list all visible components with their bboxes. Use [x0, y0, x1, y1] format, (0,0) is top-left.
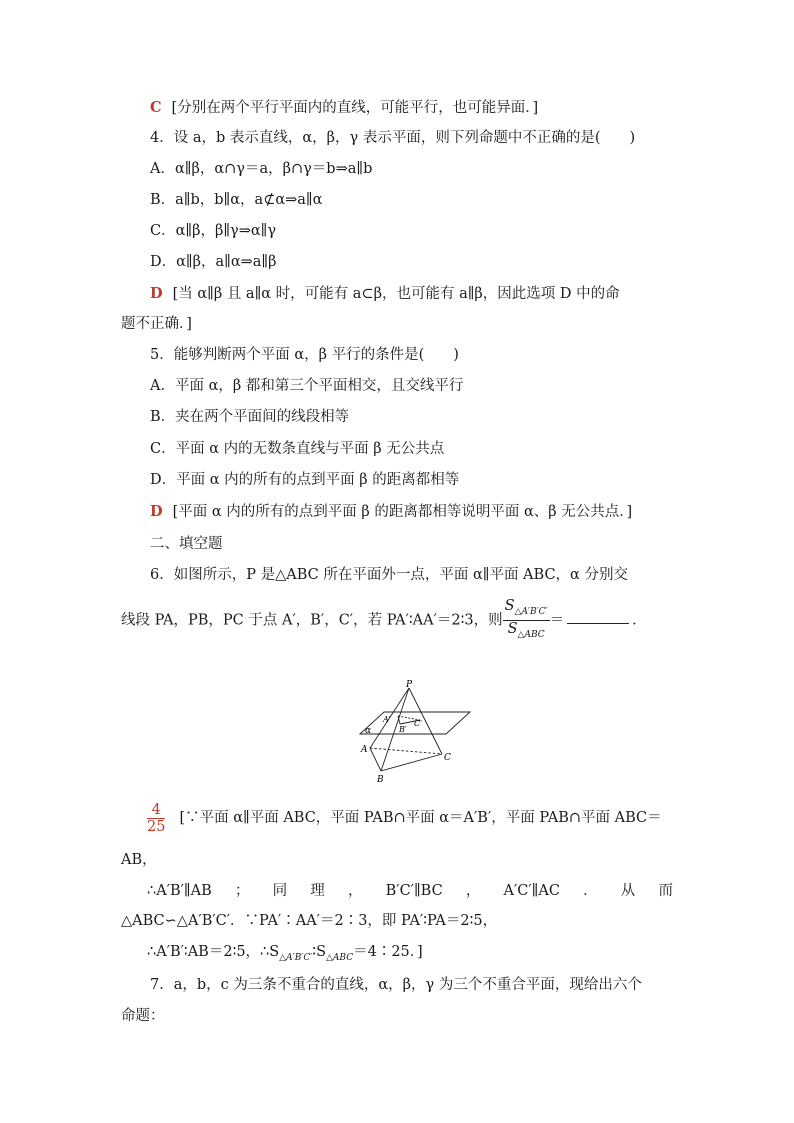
- answer-text: [分别在两个平行平面内的直线，可能平行，也可能异面．]: [171, 100, 539, 116]
- label-c: C: [444, 753, 451, 763]
- answer-4-cont: 题不正确．]: [121, 316, 192, 332]
- text-segment: ；: [234, 883, 250, 899]
- label-a1: A′: [383, 715, 391, 724]
- answer-tag: D: [150, 285, 163, 302]
- text-segment: ∶S: [312, 944, 327, 960]
- label-b1: B′: [399, 725, 407, 734]
- answer-6-similarity: △ABC∽△A′B′C′．∵PA′∶AA′＝2∶3，即 PA′∶PA＝2∶5，: [121, 913, 498, 929]
- text-segment: ，: [465, 883, 481, 899]
- text-segment: 从: [620, 883, 636, 899]
- answer-fraction: [147, 802, 165, 835]
- question-7-cont: 命题：: [121, 1008, 165, 1024]
- answer-tag: C: [150, 99, 162, 116]
- q4-option-d: D．α∥β，a∥α⇒a∥β: [150, 254, 277, 270]
- q5-option-c: C．平面 α 内的无数条直线与平面 β 无公共点: [150, 441, 445, 457]
- frac-num: S: [504, 598, 515, 614]
- edge-ab: [370, 748, 381, 771]
- text-segment: ∴A′B′∥AB: [147, 883, 212, 899]
- area-ratio-fraction: [503, 598, 550, 643]
- q6-text: 线段 PA，PB，PC 于点 A′，B′，C′，若 PA′∶AA′＝2∶3，则: [121, 612, 503, 629]
- section-heading: 二、填空题: [150, 536, 223, 552]
- q5-option-a: A．平面 α，β 都和第三个平面相交，且交线平行: [150, 378, 464, 394]
- edge-bc: [381, 754, 442, 771]
- pyramid-figure: [354, 678, 474, 788]
- q5-option-d: D．平面 α 内的所有的点到平面 β 的距离都相等: [150, 472, 460, 488]
- answer-4-line: [150, 284, 620, 304]
- answer-6-justified: [147, 881, 673, 901]
- label-alpha: α: [365, 726, 372, 736]
- answer-tag: D: [150, 503, 163, 520]
- text-segment: ．: [583, 883, 598, 899]
- question-6: 6．如图所示，P 是△ABC 所在平面外一点，平面 α∥平面 ABC，α 分别交: [150, 567, 628, 583]
- q4-option-a: A．α∥β，α∩γ＝a，β∩γ＝b⇒a∥b: [150, 161, 373, 177]
- text-segment: 理: [310, 883, 325, 899]
- answer-num: 4: [147, 802, 165, 819]
- period: ．: [632, 612, 647, 629]
- frac-num-sub: △A′B′C′: [514, 606, 548, 617]
- label-p: P: [406, 680, 413, 690]
- label-b: B: [377, 775, 384, 785]
- answer-5-line: [150, 502, 632, 522]
- answer-3-line: [150, 98, 538, 118]
- question-4: 4．设 a，b 表示直线，α，β，γ 表示平面，则下列命题中不正确的是( ): [150, 130, 636, 146]
- question-7: 7．a，b，c 为三条不重合的直线，α，β，γ 为三个不重合平面，现给出六个: [150, 977, 642, 993]
- answer-6-line: [147, 800, 662, 836]
- text-segment: B′C′∥BC: [385, 883, 443, 899]
- label-a: A: [361, 745, 368, 755]
- answer-text: [平面 α 内的所有的点到平面 β 的距离都相等说明平面 α、β 无公共点．]: [172, 504, 633, 520]
- text-segment: ＝4∶25．]: [353, 944, 423, 960]
- text-segment: ，: [347, 883, 363, 899]
- frac-den: S: [507, 620, 518, 637]
- text-segment: 同: [272, 883, 288, 899]
- equals: ＝: [549, 612, 565, 629]
- answer-text: [∵平面 α∥平面 ABC，平面 PAB∩平面 α＝A′B′，平面 PAB∩平面 ABC＝: [179, 810, 662, 826]
- question-5: 5．能够判断两个平面 α，β 平行的条件是( ): [150, 347, 459, 363]
- edge-ac: [370, 748, 442, 754]
- answer-6-conclusion: [147, 942, 423, 968]
- answer-6-cont: AB，: [121, 852, 157, 868]
- answer-text: [当 α∥β 且 a∥α 时，可能有 a⊂β，也可能有 a∥β，因此选项 D 中的命: [172, 286, 620, 302]
- answer-blank: [567, 609, 629, 624]
- question-6-cont: [121, 598, 647, 643]
- text-segment: 而: [658, 883, 673, 899]
- answer-den: 25: [147, 818, 166, 835]
- subscript: △A′B′C′: [279, 952, 313, 963]
- q5-option-b: B．夹在两个平面间的线段相等: [150, 409, 350, 425]
- subscript: △ABC: [326, 952, 354, 963]
- q4-option-b: B．a∥b，b∥α，a⊄α⇒a∥α: [150, 192, 323, 208]
- text-segment: A′C′∥AC: [503, 883, 560, 899]
- text-segment: ∴A′B′∶AB＝2∶5，∴S: [147, 944, 280, 960]
- label-c1: C′: [414, 719, 422, 728]
- frac-den-sub: △ABC: [517, 629, 545, 640]
- q4-option-c: C．α∥β，β∥γ⇒α∥γ: [150, 223, 277, 239]
